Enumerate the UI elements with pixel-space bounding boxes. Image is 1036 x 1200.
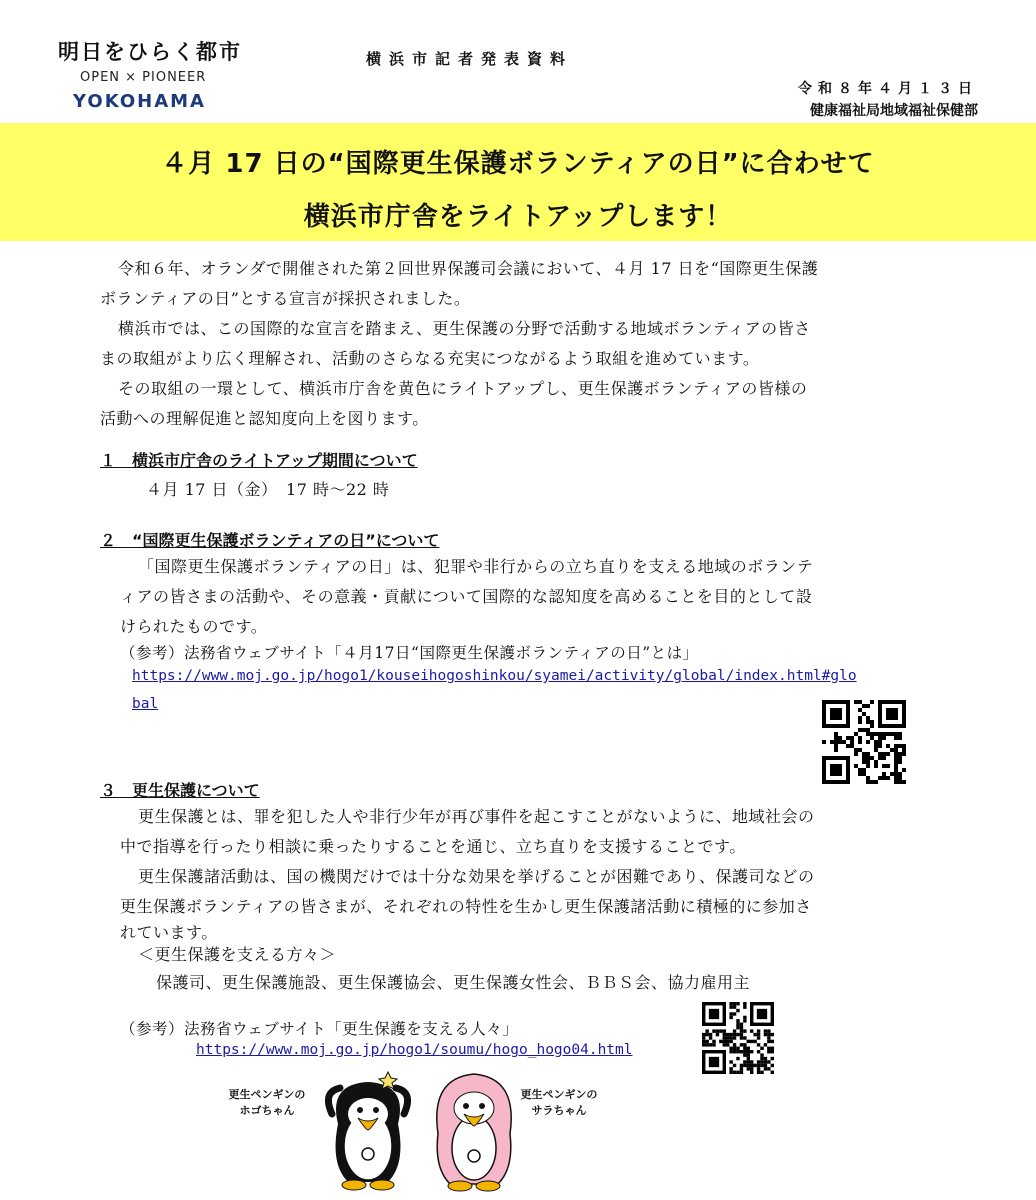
supporters-heading: ＜更生保護を支える方々＞ — [138, 945, 337, 964]
page-title-line2: 横浜市庁舎をライトアップします！ — [303, 202, 733, 232]
section1-heading: １ 横浜市庁舎のライトアップ期間について — [100, 451, 418, 470]
mascot-hogo-caption-line1: 更生ペンギンの — [228, 1088, 306, 1101]
section2-line1: 「国際更生保護ボランティアの日」は、犯罪や非行からの立ち直りを支える地域のボランテ — [138, 557, 814, 576]
logo-tagline: 明日をひらく都市 — [58, 40, 242, 64]
section3-heading: ３ 更生保護について — [100, 781, 260, 800]
intro-p3-line2: 活動への理解促進と認知度向上を図ります。 — [100, 409, 429, 428]
section2-url-line1[interactable]: https://www.moj.go.jp/hogo1/kouseihogoshinkou/syamei/activity/global/index.html#glo — [132, 668, 857, 684]
page-title-line1: ４月 17 日の“国際更生保護ボランティアの日”に合わせて — [161, 149, 875, 179]
section2-heading: ２ “国際更生保護ボランティアの日”について — [100, 531, 440, 550]
section2-url-line2[interactable]: bal — [132, 696, 159, 712]
section3-reference: （参考）法務省ウェブサイト「更生保護を支える人々」 — [120, 1020, 519, 1038]
penguin-sara-icon — [424, 1064, 524, 1194]
section3-p2-line2: 更生保護ボランティアの皆さまが、それぞれの特性を生かし更生保護諸活動に積極的に参加さ — [120, 897, 812, 916]
section2-line2: ィアの皆さまの活動や、その意義・貢献について国際的な認知度を高めることを目的として設 — [120, 587, 813, 606]
intro-p2-line2: まの取組がより広く理解され、活動のさらなる充実につながるよう取組を進めています。 — [100, 349, 760, 368]
qr-code-icon — [822, 700, 906, 784]
mascot-sara-caption-line2: サラちゃん — [531, 1104, 587, 1117]
mascot-sara-caption-line1: 更生ペンギンの — [520, 1088, 598, 1101]
section3-url[interactable]: https://www.moj.go.jp/hogo1/soumu/hogo_hogo04.html — [196, 1042, 633, 1058]
department: 健康福祉局地域福祉保健部 — [810, 103, 978, 119]
mascot-hogo-caption-line2: ホゴちゃん — [239, 1104, 295, 1117]
section3-p2-line1: 更生保護諸活動は、国の機関だけでは十分な効果を挙げることが困難であり、保護司などの — [138, 867, 815, 886]
intro-p2-line1: 横浜市では、この国際的な宣言を踏まえ、更生保護の分野で活動する地域ボランティアの皆さ — [118, 319, 811, 338]
penguin-hogo-icon — [318, 1064, 418, 1194]
qr-code-icon — [702, 1002, 774, 1074]
document-type: 横浜市記者発表資料 — [366, 50, 574, 68]
intro-p3-line1: その取組の一環として、横浜市庁舎を黄色にライトアップし、更生保護ボランティアの皆様の — [118, 379, 808, 398]
supporters-list: 保護司、更生保護施設、更生保護協会、更生保護女性会、ＢＢＳ会、協力雇用主 — [156, 973, 751, 992]
logo-subtitle: OPEN × PIONEER — [80, 70, 207, 85]
logo-city-name: YOKOHAMA — [73, 91, 206, 112]
section2-line3: けられたものです。 — [120, 617, 268, 636]
section3-p2-line3: れています。 — [120, 923, 218, 942]
intro-p1-line1: 令和６年、オランダで開催された第２回世界保護司会議において、４月 17 日を“国際更生保護 — [118, 259, 819, 278]
release-date: 令和８年４月１３日 — [798, 81, 978, 97]
section3-p1-line2: 中で指導を行ったり相談に乗ったりすることを通じ、立ち直りを支援することです。 — [120, 837, 746, 856]
lightup-period: ４月 17 日（金） 17 時～22 時 — [146, 480, 390, 499]
intro-p1-line2: ボランティアの日”とする宣言が採択されました。 — [100, 289, 471, 308]
section3-p1-line1: 更生保護とは、罪を犯した人や非行少年が再び事件を起こすことがないように、地域社会の — [138, 807, 815, 826]
section2-reference: （参考）法務省ウェブサイト「４月17日“国際更生保護ボランティアの日”とは」 — [120, 644, 699, 662]
